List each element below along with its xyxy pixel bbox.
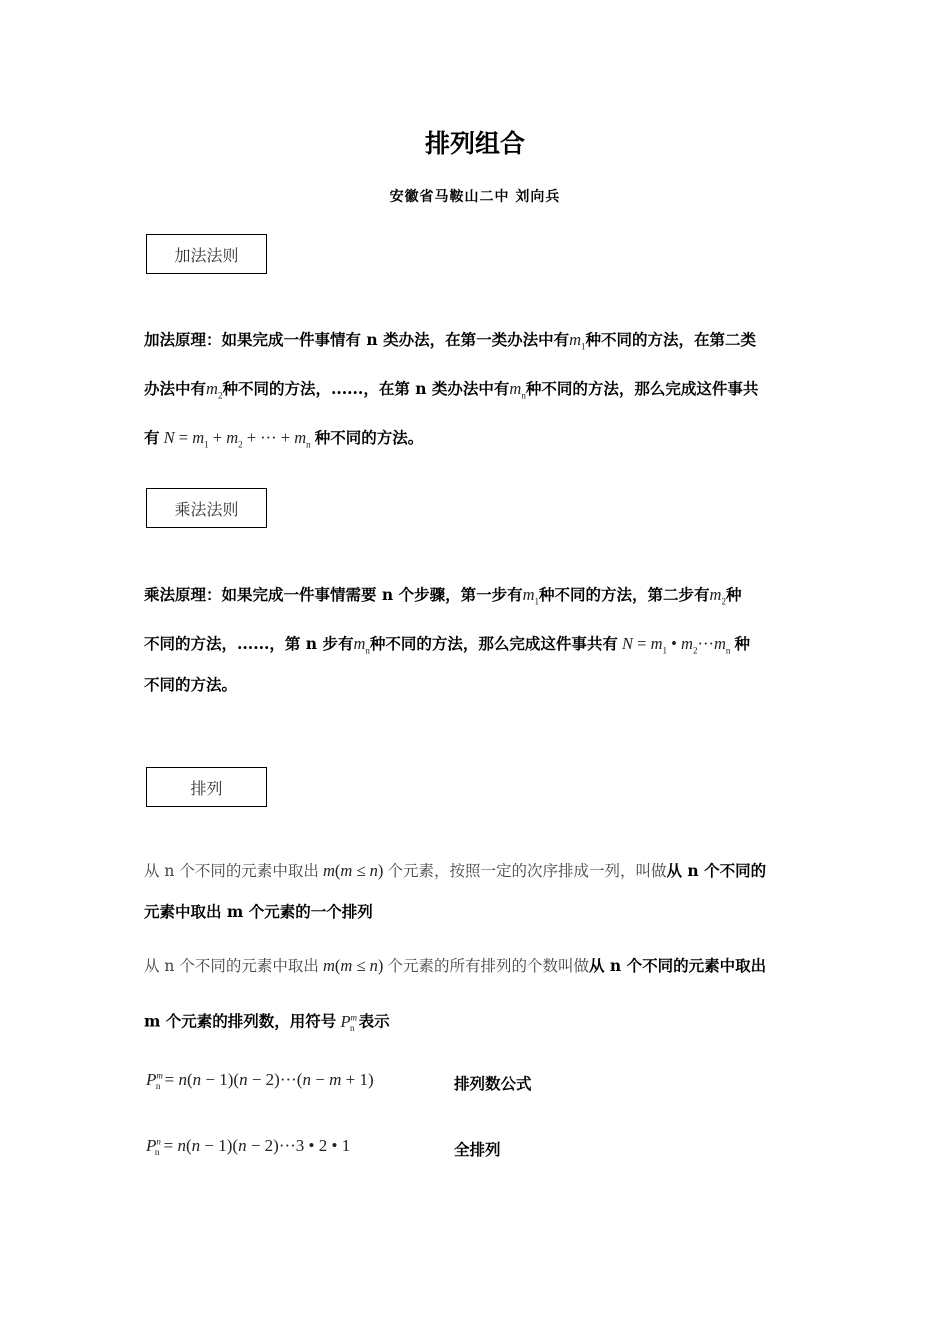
addition-text: 加法原理：如果完成一件事情有 n 类办法，在第一类办法中有 [144, 330, 570, 349]
math-mn: $m_n$ [509, 379, 526, 401]
page-title: 排列组合 [424, 129, 525, 158]
multiplication-text: 种不同的方法，那么完成这件事共有 [369, 634, 618, 653]
permutation-text: 个元素的所有排列的个数叫做 [387, 957, 590, 975]
permutation-term: 元素中取出 m 个元素的一个排列 [144, 902, 373, 921]
permutation-text: 从 n 个不同的元素中取出 [144, 862, 319, 880]
section-label-multiplication: 乘法法则 [174, 499, 239, 519]
multiplication-line-3 [144, 674, 237, 696]
math-sum-formula: $N = m_1 + m_2$ + ··· + $m_n$ [159, 428, 311, 450]
math-m1: $m_1$ [522, 585, 539, 607]
author-line: 安徽省马鞍山二中 刘向兵 [389, 189, 561, 205]
permutation-term: 表示 [358, 1011, 390, 1031]
math-m-le-n: m(m ≤ n) [318, 956, 384, 975]
multiplication-text: 种 [725, 585, 742, 604]
section-label-permutation: 排列 [190, 778, 223, 798]
permutation-text: 个元素，按照一定的次序排成一列，叫做 [387, 862, 667, 880]
section-label-addition: 加法法则 [174, 245, 239, 265]
permutation-text: 从 n 个不同的元素中取出 [144, 957, 319, 975]
permutation-term: 从 n 个不同的 [666, 861, 767, 880]
addition-text: 种不同的方法，......，在第 n 类办法中有 [222, 379, 510, 398]
addition-line-1 [144, 329, 756, 357]
permutation-def-2-cont [144, 1006, 390, 1039]
math-mn: $m_n$ [353, 634, 370, 656]
multiplication-text: 乘法原理：如果完成一件事情需要 n 个步骤，第一步有 [144, 585, 523, 604]
addition-text: 种不同的方法。 [314, 428, 424, 447]
formula-full-permutation: $P^n_n = n(n - 1)(n - 2)\cdot\cdot\cdot 3$ • 2 • 1 [146, 1136, 351, 1158]
formula-permutation-count: $P^m_n = n(n - 1)(n - 2)\cdot\cdot\cdot(n - m + 1)$ [146, 1070, 374, 1092]
addition-text: 种不同的方法，在第二类 [585, 330, 757, 349]
permutation-term: m 个元素的排列数，用符号 [144, 1011, 337, 1031]
section-box-addition [146, 234, 267, 274]
multiplication-text: 不同的方法。 [144, 675, 238, 694]
multiplication-text: 种 [734, 634, 751, 653]
section-box-permutation [146, 767, 267, 807]
permutation-def-1-cont [144, 901, 373, 923]
permutation-def-2 [144, 955, 766, 977]
addition-text: 种不同的方法，那么完成这件事共 [525, 379, 759, 398]
multiplication-line-1 [144, 584, 741, 612]
permutation-def-1 [144, 860, 766, 882]
multiplication-text: 种不同的方法，第二步有 [539, 585, 710, 604]
permutation-term: 从 n 个不同的元素中取出 [589, 956, 767, 975]
multiplication-text: 不同的方法，......，第 n 步有 [144, 634, 354, 653]
multiplication-line-2 [144, 633, 750, 661]
section-box-multiplication [146, 488, 267, 528]
addition-text: 有 [144, 428, 160, 447]
addition-text: 办法中有 [144, 379, 207, 398]
math-m2: $m_2$ [709, 585, 726, 607]
math-product-formula: $N = m_1$ • $m_2\cdot\cdot\cdot m_n$ [617, 634, 731, 656]
addition-line-2 [144, 378, 758, 406]
formula-name-full-permutation: 全排列 [454, 1140, 501, 1159]
formula-name-permutation-count: 排列数公式 [454, 1074, 532, 1093]
math-m2: $m_2$ [206, 379, 223, 401]
math-m1: $m_1$ [569, 330, 586, 352]
math-P-n-m: $P^m_n$ [336, 1011, 358, 1033]
math-m-le-n: m(m ≤ n) [318, 861, 384, 880]
addition-line-3 [144, 427, 423, 455]
